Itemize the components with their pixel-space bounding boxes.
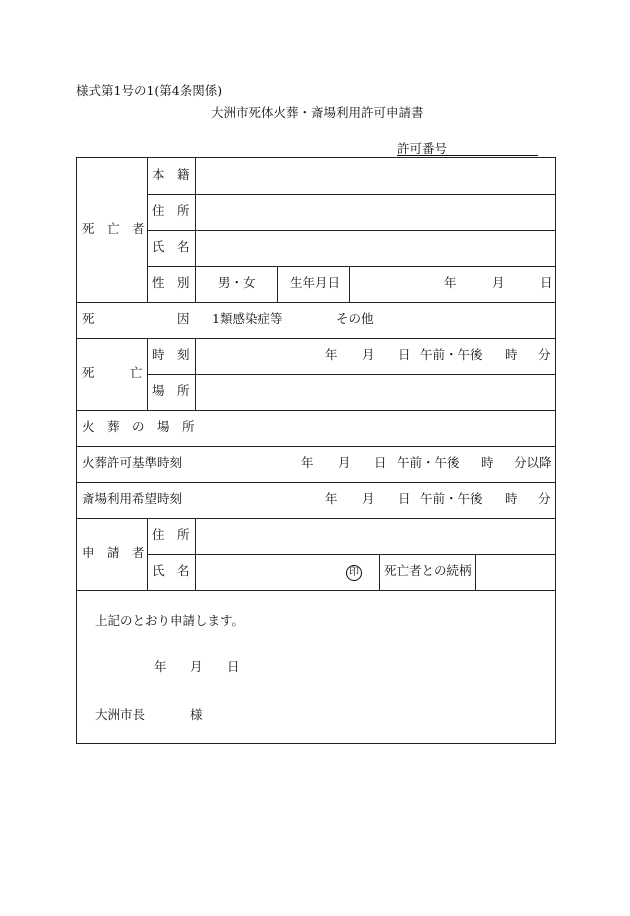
applicant-label: 申 請 者 <box>82 545 145 560</box>
hall-ampm[interactable]: 午前・午後 <box>420 491 483 506</box>
death-minute-unit: 分 <box>538 347 551 362</box>
birth-month-unit: 月 <box>492 275 505 290</box>
col-divider-birth <box>349 266 350 302</box>
rule-after-applicant <box>77 590 555 591</box>
col-divider-sex <box>277 266 278 302</box>
deceased-address-label: 住 所 <box>152 203 190 218</box>
col-divider-applicant <box>147 518 148 590</box>
permit-hour-unit: 時 <box>481 455 494 470</box>
rule-deceased-3 <box>147 266 555 267</box>
hall-year-unit: 年 <box>325 491 338 506</box>
applicant-address-label: 住 所 <box>152 527 190 542</box>
death-label-shi: 死 <box>82 365 95 380</box>
birth-day-unit: 日 <box>540 275 553 290</box>
death-place-label: 場 所 <box>152 383 190 398</box>
rule-after-deceased <box>77 302 555 303</box>
rule-after-cause <box>77 338 555 339</box>
permit-year-unit: 年 <box>301 455 314 470</box>
death-day-unit: 日 <box>398 347 411 362</box>
rule-after-death <box>77 410 555 411</box>
cause-other-option[interactable]: その他 <box>336 311 374 326</box>
rule-deceased-1 <box>147 194 555 195</box>
permit-number-label: 許可番号 <box>397 141 448 156</box>
col-divider-death-2 <box>195 338 196 410</box>
date-day-unit: 日 <box>227 659 240 674</box>
cause-label-in: 因 <box>177 311 190 326</box>
permit-ampm[interactable]: 午前・午後 <box>397 455 460 470</box>
honseki-label: 本 籍 <box>152 167 190 182</box>
sex-label: 性 別 <box>152 275 190 290</box>
cause-label-shi: 死 <box>82 311 95 326</box>
col-divider-relation-2 <box>475 554 476 590</box>
sex-options[interactable]: 男・女 <box>218 275 256 290</box>
death-month-unit: 月 <box>362 347 375 362</box>
death-hour-unit: 時 <box>505 347 518 362</box>
rule-applicant-mid <box>147 554 555 555</box>
rule-death-mid <box>147 374 555 375</box>
permit-number-field[interactable] <box>397 155 538 156</box>
permit-month-unit: 月 <box>338 455 351 470</box>
col-divider-applicant-2 <box>195 518 196 590</box>
cause-infectious-option[interactable]: 1類感染症等 <box>212 311 283 326</box>
hall-day-unit: 日 <box>398 491 411 506</box>
col-divider-death <box>147 338 148 410</box>
cremation-place-label: 火 葬 の 場 所 <box>82 419 195 434</box>
permit-time-label: 火葬許可基準時刻 <box>82 455 183 470</box>
permit-day-unit: 日 <box>374 455 387 470</box>
rule-after-permit-time <box>77 482 555 483</box>
col-divider-deceased-2 <box>195 158 196 302</box>
addressee: 大洲市長 <box>95 707 146 722</box>
form-number: 様式第1号の1(第4条関係) <box>76 83 223 98</box>
birth-date-label: 生年月日 <box>290 275 341 290</box>
deceased-label: 死 亡 者 <box>82 221 145 236</box>
form-title: 大洲市死体火葬・斎場利用許可申請書 <box>211 105 424 120</box>
declaration-text: 上記のとおり申請します。 <box>95 613 245 628</box>
death-time-label: 時 刻 <box>152 347 190 362</box>
death-ampm[interactable]: 午前・午後 <box>420 347 483 362</box>
rule-after-place <box>77 446 555 447</box>
death-year-unit: 年 <box>325 347 338 362</box>
date-month-unit: 月 <box>190 659 203 674</box>
applicant-name-label: 氏 名 <box>152 563 190 578</box>
col-divider-deceased <box>147 158 148 302</box>
death-label-bou: 亡 <box>130 365 143 380</box>
rule-deceased-2 <box>147 230 555 231</box>
hall-minute-unit: 分 <box>538 491 551 506</box>
hall-time-label: 斎場利用希望時刻 <box>82 491 183 506</box>
col-divider-relation <box>379 554 380 590</box>
hall-month-unit: 月 <box>362 491 375 506</box>
application-table <box>76 157 556 744</box>
permit-minute-unit: 分以降 <box>514 455 552 470</box>
birth-year-unit: 年 <box>444 275 457 290</box>
deceased-name-label: 氏 名 <box>152 239 190 254</box>
hall-hour-unit: 時 <box>505 491 518 506</box>
honorific: 様 <box>190 707 203 722</box>
seal-mark: 印 <box>346 565 362 581</box>
date-year-unit: 年 <box>154 659 167 674</box>
relation-label: 死亡者との続柄 <box>384 563 472 578</box>
rule-after-hall-time <box>77 518 555 519</box>
